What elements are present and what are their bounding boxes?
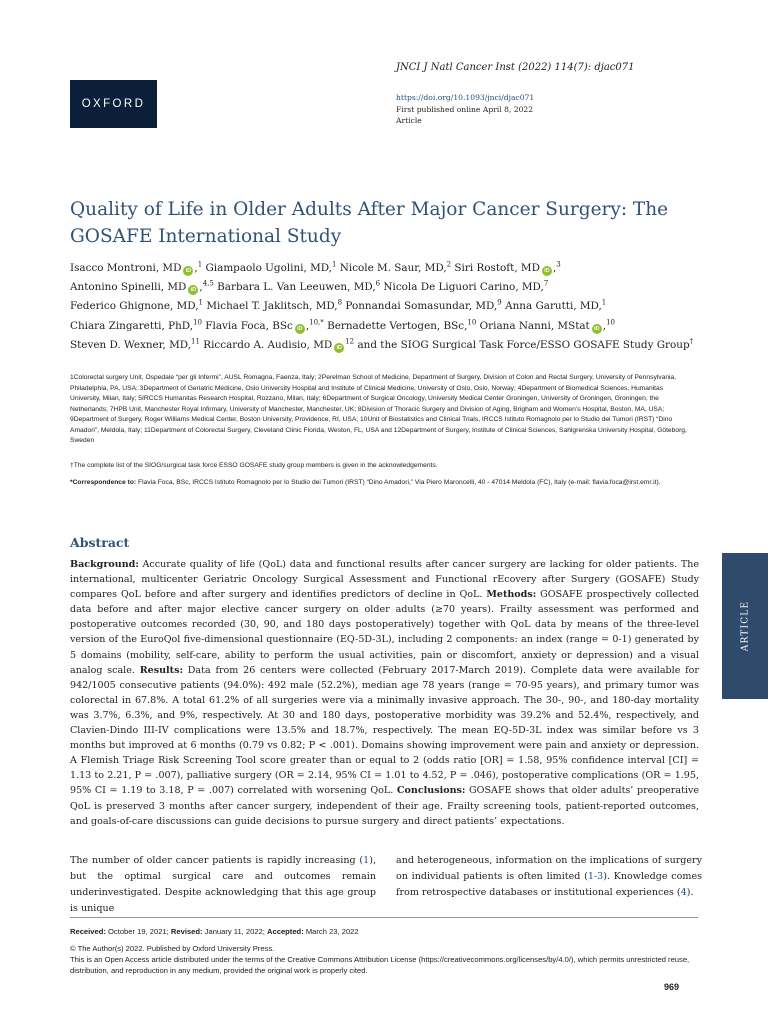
article-type: Article xyxy=(396,116,422,126)
methods-text: GOSAFE prospectively collected data before and after major elective cancer surgery on older adults (≥70 years). Frailty assessment was performed and postoperative outcomes recorded (30, 90, and 180 days postoperatively) together with QoL data by means of the three-level version of the EuroQol five-dimensional questionnaire (EQ-5D-3L), including 2 components: an index (range = 0-1) generated by 5 domains (mobility, self-care, ability to perform the usual activities, pain or discomfort, anxiety or depression) and a visual analog scale. xyxy=(70,589,699,676)
body-text: ). Knowledge comes from retrospective databases or institutional experiences ( xyxy=(396,871,702,898)
first-published: First published online April 8, 2022 xyxy=(396,104,534,114)
author[interactable]: Giampaolo Ugolini, MD, xyxy=(205,262,332,274)
footer-divider xyxy=(70,917,698,918)
body-column-left xyxy=(70,853,376,917)
study-group: and the SIOG Surgical Task Force/ESSO GOSAFE Study Group xyxy=(357,338,690,351)
affil-sup: 1 xyxy=(198,298,203,307)
abstract-text xyxy=(70,557,699,829)
oxford-logo xyxy=(70,80,157,128)
author[interactable]: Barbara L. Van Leeuwen, MD, xyxy=(217,281,376,294)
author[interactable]: Oriana Nanni, MStat xyxy=(479,319,590,332)
body-text: ), but the optimal surgical care and outcomes remain underinvestigated. Despite acknowledging that this age group is unique xyxy=(70,855,376,914)
body-text: The number of older cancer patients is rapidly increasing ( xyxy=(70,855,364,866)
citation-link[interactable]: 1-3 xyxy=(587,871,604,882)
affil-sup: 7 xyxy=(543,279,549,288)
conclusions-text: GOSAFE shows that older adults’ preoperative QoL is preserved 3 months after cancer surgery, independent of their age. Frailty screening tools, patient-reported outcomes, and goals-of-care discussions can guide decisions to pursue surgery and direct patients’ expectations. xyxy=(70,785,699,827)
affil-sup: 3 xyxy=(556,260,561,269)
correspondence-label: *Correspondence to: xyxy=(70,479,137,486)
group-sup: † xyxy=(689,337,694,346)
author[interactable]: Flavia Foca, BSc xyxy=(205,319,293,332)
affil-sup: 4,5 xyxy=(202,279,214,288)
affil-sup: 8 xyxy=(337,298,343,307)
results-text: Data from 26 centers were collected (February 2017-March 2019). Complete data were available for 942/1005 consecutive patients (94.0%): 492 male (52.2%), median age 78 years (range = 70-95 years), and primary tumor was colorectal in 67.8%. A total 61.2% of all surgeries were via a minimally invasive approach. The 30-, 90-, and 180-day mortality was 3.7%, 6.3%, and 9%, respectively. At 30 and 180 days, postoperative morbidity was 39.2% and 52.4%, respectively, and Clavien-Dindo III-IV complications were 13.5% and 18.7%, respectively. The mean EQ-5D-3L index was similar before vs 3 months but improved at 6 months (0.79 vs 0.82; P < .001). Domains showing improvement were pain and anxiety or depression. A Flemish Triage Risk Screening Tool score greater than or equal to 2 (odds ratio [OR] = 1.58, 95% confidence interval [CI] = 1.13 to 2.21, P = .007), palliative surgery (OR = 2.14, 95% CI = 1.01 to 4.52, P = .046), postoperative complications (OR = 1.95, 95% CI = 1.19 to 3.18, P = .007) correlated with worsening QoL. xyxy=(70,664,699,797)
background-text: Accurate quality of life (QoL) data and functional results after cancer surgery are lacking for older patients. The international, multicenter Geriatric Oncology Surgical Assessment and Functional rEcovery after Surgery (GOSAFE) Study compares QoL before and after surgery and identifies predictors of decline in QoL. xyxy=(70,559,699,601)
author[interactable]: Riccardo A. Audisio, MD xyxy=(203,338,333,351)
citation-link[interactable]: 1 xyxy=(363,855,370,866)
affil-sup: 10,* xyxy=(309,318,324,327)
article-side-tab xyxy=(722,553,768,699)
author[interactable]: Antonino Spinelli, MD xyxy=(70,281,187,294)
license-block xyxy=(70,944,698,976)
author[interactable]: Nicola De Liguori Carino, MD, xyxy=(383,281,544,294)
doi-link[interactable]: https://doi.org/10.1093/jnci/djac071 xyxy=(396,93,535,102)
affil-sup: 12 xyxy=(345,337,355,346)
affil-sup: 1 xyxy=(601,298,607,307)
affil-sup: 6 xyxy=(375,279,381,288)
journal-citation: JNCI J Natl Cancer Inst (2022) 114(7): djac071 xyxy=(396,62,635,73)
author[interactable]: Steven D. Wexner, MD, xyxy=(70,338,192,351)
article-title: Quality of Life in Older Adults After Major Cancer Surgery: The GOSAFE International Study xyxy=(70,199,669,247)
author-list: Isacco Montroni, MD iD ,$^1$ Giampaolo Ugolini, MD,$^1$ Nicole M. Saur, MD,$^2$ Siri Rostoft, MD iD ,$^3$ Antonino Spinelli, MD iD ,$^{4,5}$ Barbara L. Van Leeuwen, MD,$^6$ Nicola De Liguori Carino, MD,$^7$ Federico Ghignone, MD,$^1$ Michael T. Jaklitsch, MD,$^8$ Ponnandai Somasundar, MD,$^9$ Anna Garutti, MD,$^1$ Chiara Zingaretti, PhD,$^{10}$ Flavia Foca, BSc iD ,$^{10,*}$ Bernadette Vertogen, BSc,$^{10}$ Oriana Nanni, MStat iD ,$^{10}$ Steven D. Wexner, MD,$^{11}$ Riccardo A. Audisio, MD $iD^{12}$ and the SIOG Surgical Task Force/ESSO GOSAFE Study Group† xyxy=(70,260,694,351)
revised-label: Revised: xyxy=(170,927,203,936)
correspondence-text: Flavia Foca, BSc, IRCCS Istituto Romagnolo per lo Studio dei Tumori (IRST) “Dino Amadori,” Via Piero Maroncelli, 40 - 47014 Meldola (FC), Italy (e-mail: flavia.foca@irst.emr.it). xyxy=(136,479,661,486)
body-text: and heterogeneous, information on the implications of surgery on individual patients is often limited ( xyxy=(396,855,702,882)
orcid-icon[interactable]: iD xyxy=(183,266,193,276)
correspondence xyxy=(70,478,688,489)
accepted-label: Accepted: xyxy=(267,927,304,936)
orcid-icon[interactable]: iD xyxy=(295,324,305,334)
study-group-note: †The complete list of the SIOG/surgical task force ESSO GOSAFE study group members is given in the acknowledgements. xyxy=(70,462,438,469)
results-label: Results: xyxy=(139,664,183,676)
orcid-icon[interactable]: iD xyxy=(188,285,198,295)
accepted-date: March 23, 2022 xyxy=(303,927,359,936)
author[interactable]: Nicole M. Saur, MD, xyxy=(339,262,447,274)
logo-text: OXFORD xyxy=(81,98,146,110)
author[interactable]: Bernadette Vertogen, BSc, xyxy=(327,319,468,332)
abstract-heading: Abstract xyxy=(70,535,130,550)
body-column-right xyxy=(396,853,702,901)
received-label: Received: xyxy=(70,927,106,936)
revised-date: January 11, 2022; xyxy=(202,927,268,936)
background-label: Background: xyxy=(70,559,139,570)
author[interactable]: Federico Ghignone, MD, xyxy=(70,300,199,313)
orcid-icon[interactable]: iD xyxy=(334,343,344,353)
affil-sup: 10 xyxy=(193,318,202,327)
methods-label: Methods: xyxy=(486,589,537,601)
orcid-icon[interactable]: iD xyxy=(542,266,552,276)
side-tab-label: ARTICLE xyxy=(740,600,751,652)
affil-sup: 10 xyxy=(606,318,615,327)
affil-sup: 11 xyxy=(191,337,200,346)
citation-link[interactable]: 4 xyxy=(680,887,687,898)
body-text: ). xyxy=(686,887,694,898)
orcid-icon[interactable]: iD xyxy=(592,324,602,334)
author[interactable]: Ponnandai Somasundar, MD, xyxy=(345,300,498,313)
affil-sup: 1 xyxy=(197,260,203,269)
affil-sup: 10 xyxy=(467,318,477,327)
copyright: © The Author(s) 2022. Published by Oxford University Press. xyxy=(70,944,275,953)
author[interactable]: Isacco Montroni, MD xyxy=(70,262,182,274)
article-dates xyxy=(70,927,359,936)
affil-sup: 2 xyxy=(446,260,452,269)
author[interactable]: Chiara Zingaretti, PhD, xyxy=(70,319,194,332)
article-meta xyxy=(396,92,534,127)
conclusions-label: Conclusions: xyxy=(396,785,466,797)
license-text: This is an Open Access article distributed under the terms of the Creative Commons Attribution License (https://creativecommons.org/licenses/by/4.0/), which permits unrestricted reuse, distribution, and reproduction in any medium, provided the original work is properly cited. xyxy=(70,954,690,975)
author[interactable]: Siri Rostoft, MD xyxy=(454,262,540,274)
author[interactable]: Anna Garutti, MD, xyxy=(505,300,602,313)
affil-sup: 9 xyxy=(497,298,502,307)
affil-sup: 1 xyxy=(332,260,337,269)
page-number: 969 xyxy=(664,982,680,992)
received-date: October 19, 2021; xyxy=(105,927,171,936)
affiliations: 1Colorectal surgery Unit, Ospedale “per gli Infermi”, AUSL Romagna, Faenza, Italy; 2Perelman School of Medicine, Department of Surgery, Division of Colon and Rectal Surgery, University of Pennsylvania, Philadelphia, PA, USA; 3Department of Geriatric Medicine, Oslo University Hospital and Institute of Clinical Medicine, University of Oslo, Oslo, Norway; 4Department of Biomedical Sciences, Humanitas University, Milan, Italy; 5IRCCS Humanitas Research Hospital, Rozzano, Milan, Italy; 6Department of Surgical Oncology, University Medical Center Groningen, University of Groningen, Groningen, the Netherlands; 7HPB Unit, Manchester Royal Infirmary, University of Manchester, Manchester, UK; 8Division of Thoracic Surgery and Division of Aging, Brigham and Women’s Hospital, Boston, MA, USA; 9Department of Surgery, Roger Williams Medical Center, Boston University, Providence, RI, USA; 10Unit of Biostatistics and Clinical Trials, IRCCS Istituto Romagnolo per lo Studio dei Tumori (IRST) “Dino Amadori”, Meldola, Italy; 11Department of Colorectal Surgery, Cleveland Clinic Florida, Weston, FL, USA and 12Department of Surgery, Institute of Clinical Sciences, Sahlgrenska University Hospital, Göteborg, Sweden xyxy=(70,374,687,444)
author[interactable]: Michael T. Jaklitsch, MD, xyxy=(206,300,338,313)
